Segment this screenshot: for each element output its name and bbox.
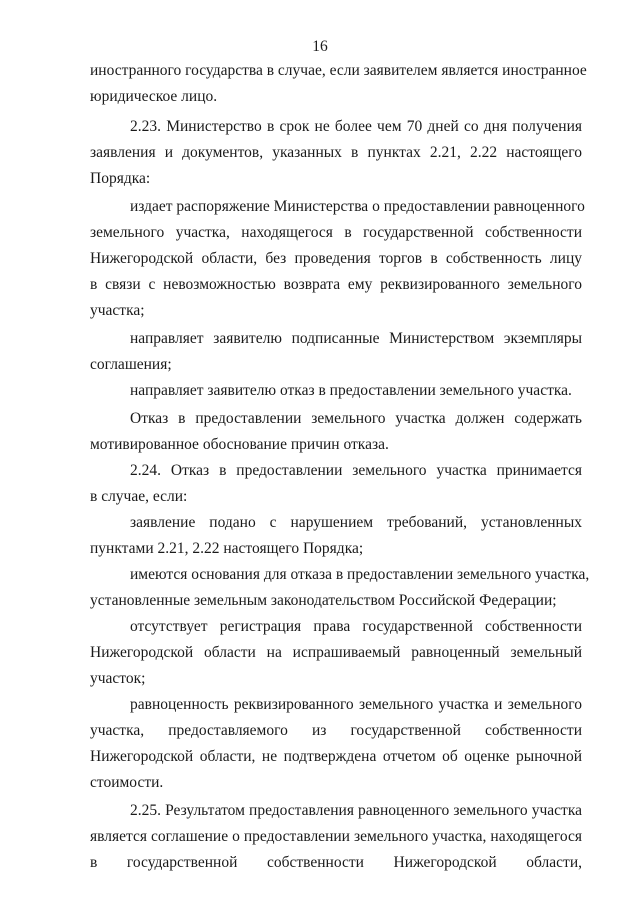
text-line: заявление подано с нарушением требований, установленных [130,514,582,531]
text-line: направляет заявителю подписанные Министерством экземпляры [130,330,582,347]
text-line: Отказ в предоставлении земельного участка должен содержать [130,410,582,427]
text-line: участка, предоставляемого из государственной собственности [90,722,582,739]
text-line: 2.24. Отказ в предоставлении земельного участка принимается [130,462,582,479]
text-line: земельного участка, находящегося в государственной собственности [90,224,582,241]
text-line: участок; [90,670,146,687]
text-line: Нижегородской области на испрашиваемый равноценный земельный [90,644,582,661]
text-line: Нижегородской области, без проведения торгов в собственность лицу [90,250,582,267]
text-line: 2.23. Министерство в срок не более чем 70 дней со дня получения [130,118,582,135]
text-line: юридическое лицо. [90,88,218,105]
text-line: стоимости. [90,774,164,791]
text-line: участка; [90,302,145,319]
text-line: в связи с невозможностью возврата ему реквизированного земельного [90,276,582,293]
text-line: Порядка: [90,170,151,187]
text-line: 2.25. Результатом предоставления равноценного земельного участка [130,802,582,819]
text-line: мотивированное обоснование причин отказа. [90,436,389,453]
text-line: пунктами 2.21, 2.22 настоящего Порядка; [90,540,364,557]
text-line: направляет заявителю отказ в предоставлении земельного участка. [130,382,572,399]
text-line: установленные земельным законодательством Российской Федерации; [90,592,557,609]
text-line: заявления и документов, указанных в пунктах 2.21, 2.22 настоящего [90,144,582,161]
text-line: соглашения; [90,356,172,373]
text-line: издает распоряжение Министерства о предоставлении равноценного [130,198,585,215]
text-line: отсутствует регистрация права государственной собственности [130,618,582,635]
text-line: имеются основания для отказа в предоставлении земельного участка, [130,566,590,583]
text-line: равноценность реквизированного земельного участка и земельного [130,696,582,713]
text-line: является соглашение о предоставлении земельного участка, находящегося [90,828,582,845]
text-line: в случае, если: [90,488,188,505]
text-line: иностранного государства в случае, если заявителем является иностранное [90,62,587,79]
page-number: 16 [312,38,328,55]
text-line: Нижегородской области, не подтверждена отчетом об оценке рыночной [90,748,582,765]
text-line: в государственной собственности Нижегородской области, [90,854,582,871]
